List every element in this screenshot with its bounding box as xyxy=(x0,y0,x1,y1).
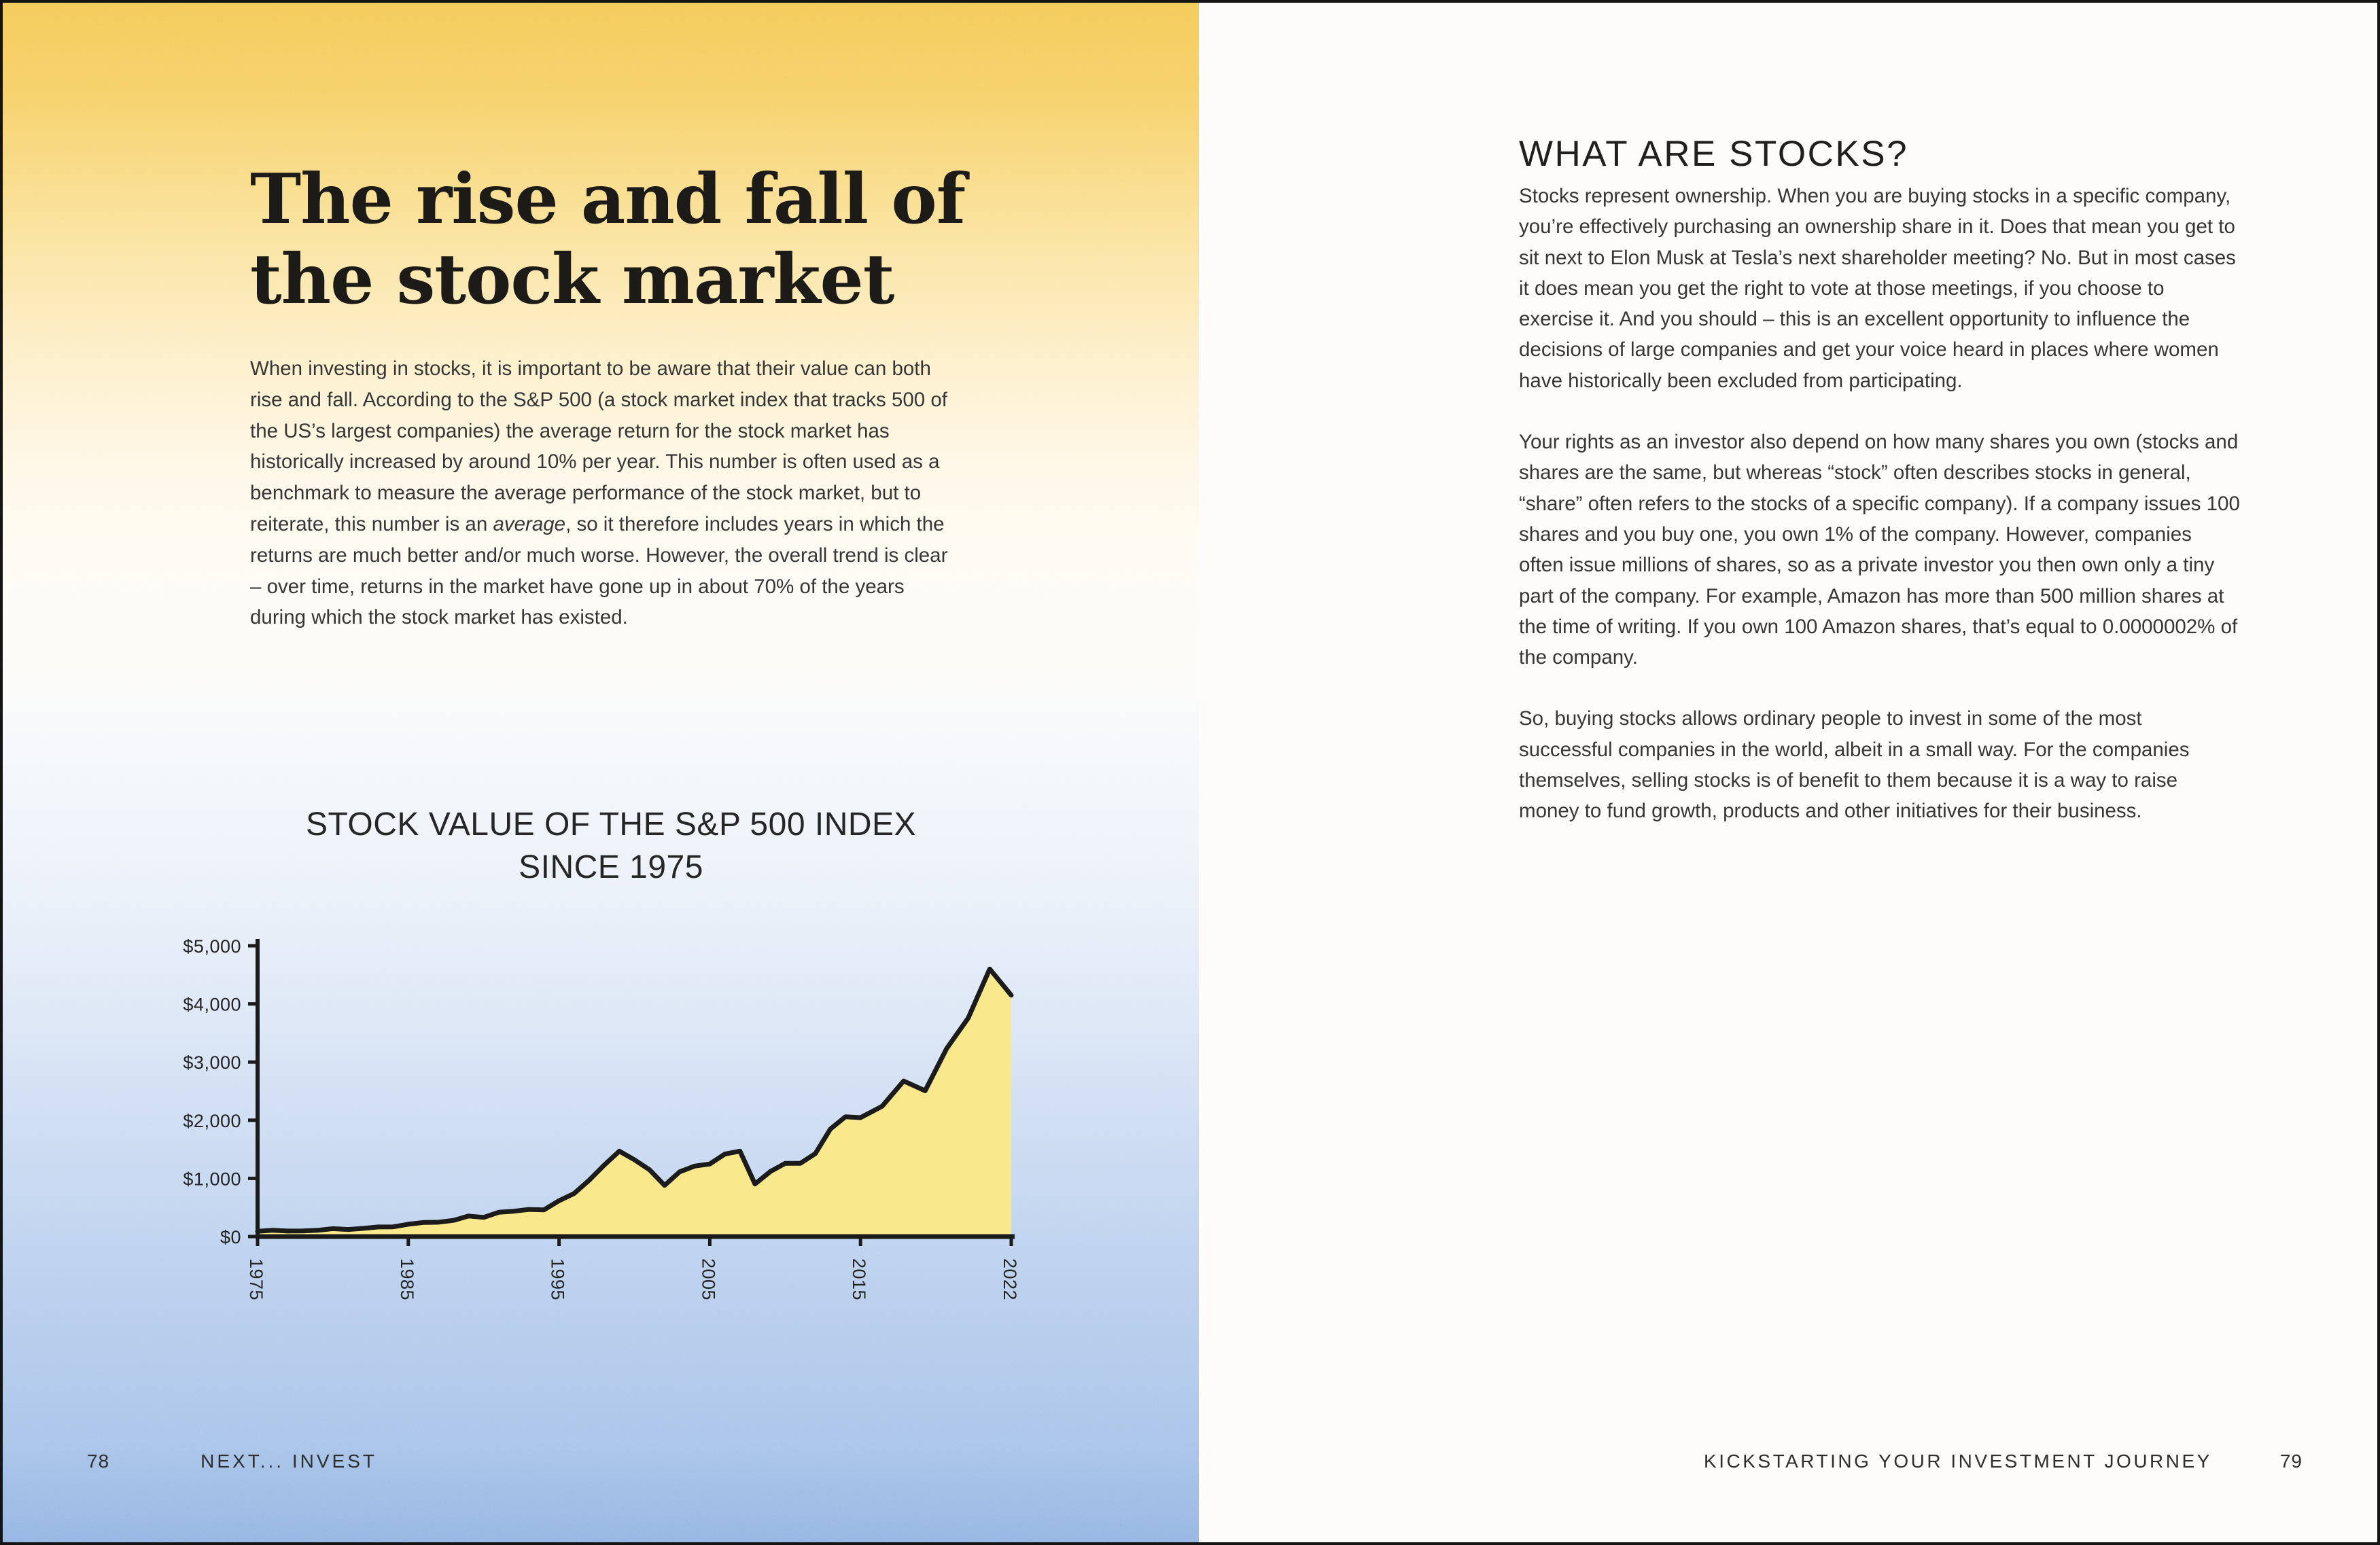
book-title: NEXT... INVEST xyxy=(200,1451,377,1472)
chart-title-line-1: STOCK VALUE OF THE S&P 500 INDEX xyxy=(305,806,917,842)
page-number-right: 79 xyxy=(2279,1451,2303,1472)
page-number-left: 78 xyxy=(87,1451,110,1472)
svg-text:1985: 1985 xyxy=(396,1258,417,1301)
chart-title xyxy=(207,803,1015,889)
svg-text:2022: 2022 xyxy=(1000,1258,1020,1301)
body-paragraph-1: Stocks represent ownership. When you are buying stocks in a specific company, you’re effectively purchasing an ownership share in it. Does that mean you get to sit next to Elon Musk at Tesla’s next shareholder meeting? No. But in most cases it does mean you get the right to vote at those meetings, if you choose to exercise it. And you should – this is an excellent opportunity to influence the decisions of large companies and get your voice heard in places where women have historically been excluded from participating. xyxy=(1519,185,2236,392)
svg-text:$3,000: $3,000 xyxy=(183,1052,241,1073)
sp500-area-chart xyxy=(166,925,1056,1306)
page-title-line-1: The rise and fall of xyxy=(250,158,966,239)
body-text-column xyxy=(1519,181,2241,857)
page-title-line-2: the stock market xyxy=(250,238,894,319)
intro-text-before: When investing in stocks, it is important to be aware that their value can both rise and fall. According to the S&P 500 (a stock market index that tracks 500 of the US’s largest companies) the average return for the stock market has historically increased by around 10% per year. This number is often used as a benchmark to measure the average performance of the stock market, but to reiterate, this number is an xyxy=(250,357,947,535)
svg-text:$0: $0 xyxy=(220,1227,241,1247)
intro-paragraph xyxy=(250,353,957,633)
svg-text:$1,000: $1,000 xyxy=(183,1169,241,1190)
svg-text:2005: 2005 xyxy=(698,1258,719,1301)
body-paragraph-3: So, buying stocks allows ordinary people to invest in some of the most successful companies in the world, albeit in a small way. For the companies themselves, selling stocks is of benefit to them because it is a way to raise money to fund growth, products and other initiatives for their business. xyxy=(1519,707,2190,823)
right-page xyxy=(1199,3,2380,1545)
left-page xyxy=(3,3,1199,1545)
svg-text:1995: 1995 xyxy=(547,1258,568,1301)
svg-text:$5,000: $5,000 xyxy=(183,936,241,957)
intro-text-italic: average xyxy=(493,512,566,535)
svg-text:1975: 1975 xyxy=(246,1258,266,1301)
chart-title-line-2: SINCE 1975 xyxy=(519,849,703,885)
intro-text-after: , so it therefore includes years in which the returns are much better and/or much worse. However, the overall trend is clear – over time, returns in the market have gone up in about 70% of the years during which the stock market has existed. xyxy=(250,512,948,629)
svg-text:2015: 2015 xyxy=(849,1258,870,1301)
body-paragraph-2: Your rights as an investor also depend on how many shares you own (stocks and shares are the same, but whereas “stock” often describes stocks in general, “share” often refers to the stocks of a specific company). If a company issues 100 shares and you buy one, you own 1% of the company. However, companies often issue millions of shares, so as a private investor you then own only a tiny part of the company. For example, Amazon has more than 500 million shares at the time of writing. If you own 100 Amazon shares, that’s equal to 0.0000002% of the company. xyxy=(1519,431,2240,669)
section-heading: WHAT ARE STOCKS? xyxy=(1519,134,1909,174)
right-footer xyxy=(1704,1451,2303,1472)
chapter-title: KICKSTARTING YOUR INVESTMENT JOURNEY xyxy=(1704,1451,2212,1472)
svg-text:$4,000: $4,000 xyxy=(183,994,241,1015)
page-title xyxy=(250,159,1066,319)
left-footer xyxy=(87,1451,377,1472)
svg-text:$2,000: $2,000 xyxy=(183,1110,241,1131)
